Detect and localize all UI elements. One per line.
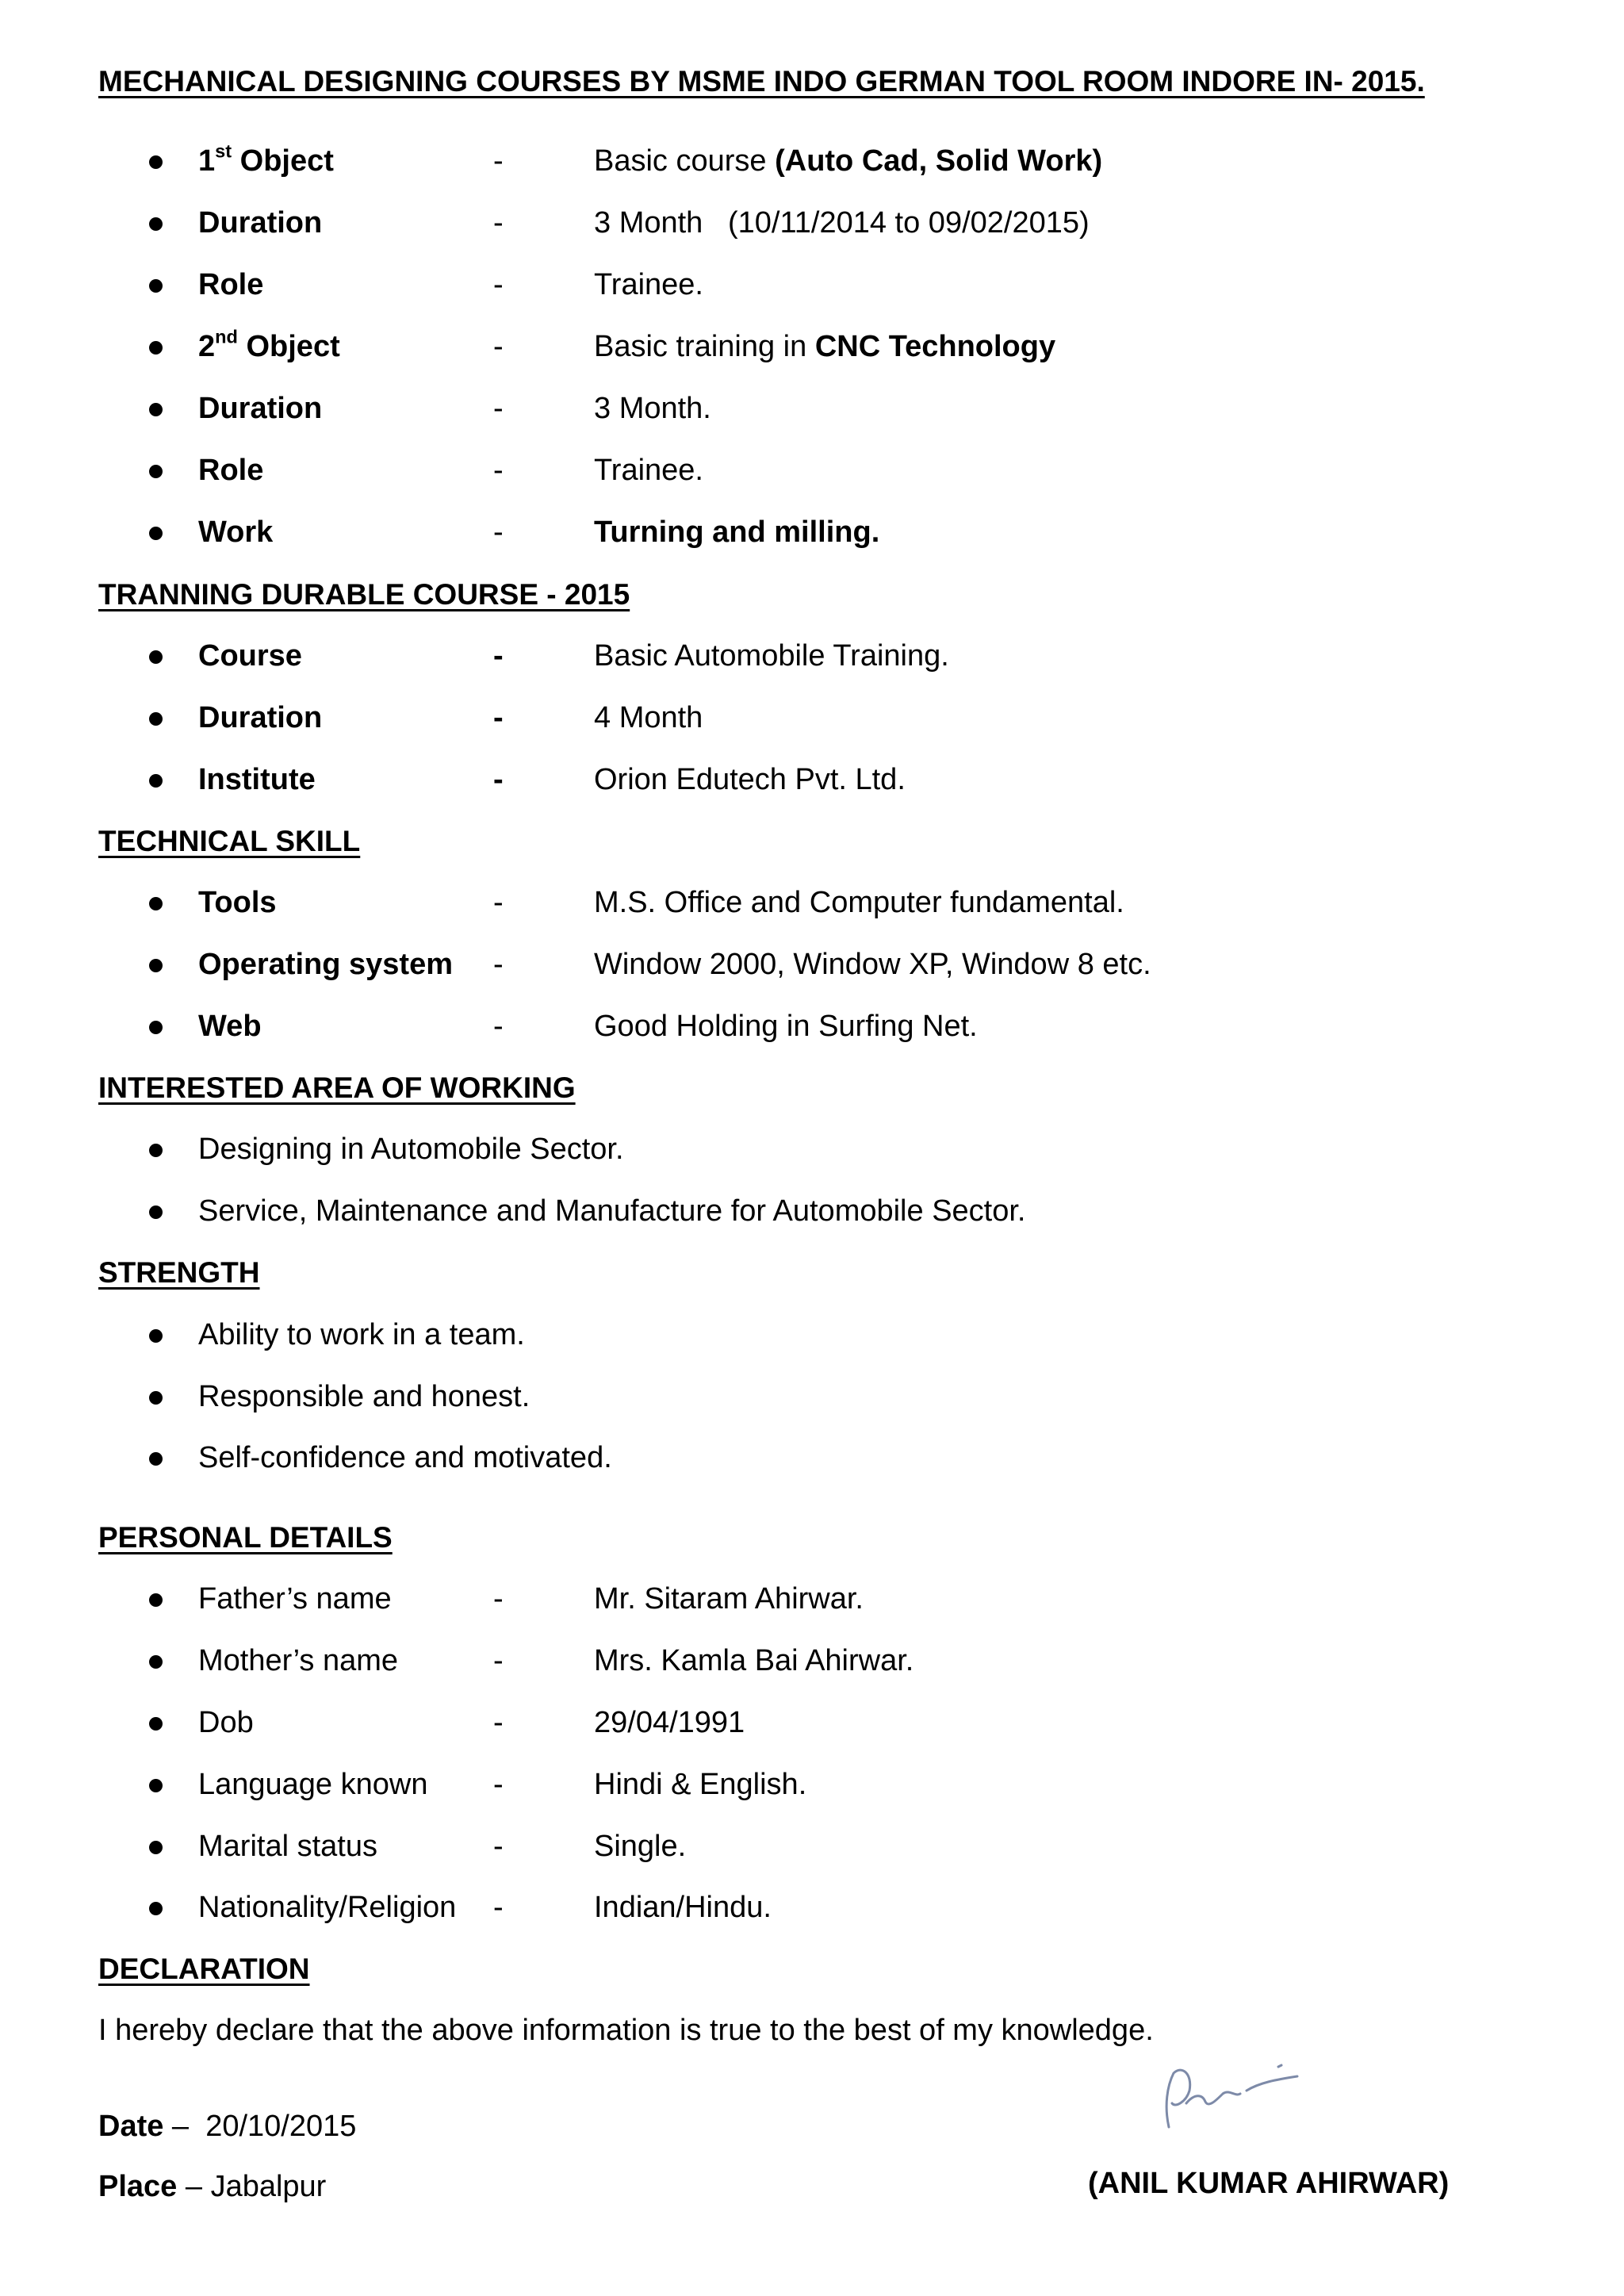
item-text: Self-confidence and motivated.: [198, 1441, 612, 1474]
list-item: [0, 454, 1624, 493]
bullet-icon: [149, 527, 163, 540]
row-dash: -: [493, 144, 504, 178]
bullet-icon: [149, 217, 163, 231]
list-item: [0, 140, 1624, 184]
row-value: Good Holding in Surfing Net.: [594, 1010, 978, 1043]
list-item: [0, 1768, 1624, 1807]
bullet-icon: [149, 1655, 163, 1669]
row-dash: -: [493, 763, 504, 796]
bullet-icon: [149, 341, 163, 355]
row-dash: -: [493, 1706, 504, 1739]
row-value: Trainee.: [594, 268, 703, 301]
row-label: Marital status: [198, 1830, 377, 1863]
bullet-icon: [149, 897, 163, 910]
row-label: Web: [198, 1010, 262, 1043]
row-value: Orion Edutech Pvt. Ltd.: [594, 763, 906, 796]
row-dash: -: [493, 206, 504, 240]
signature-image: [1158, 2062, 1316, 2133]
item-text: Responsible and honest.: [198, 1380, 530, 1413]
list-item: [0, 392, 1624, 431]
row-label: 1st Object: [198, 140, 334, 178]
place-line: Place – Jabalpur: [98, 2170, 327, 2203]
row-dash: -: [493, 639, 504, 673]
bullet-icon: [149, 712, 163, 726]
bullet-icon: [149, 1205, 163, 1219]
list-item: [0, 268, 1624, 308]
declaration-heading: DECLARATION: [98, 1953, 310, 1985]
row-value: Indian/Hindu.: [594, 1891, 772, 1924]
row-label: Language known: [198, 1768, 428, 1801]
row-label: Course: [198, 639, 302, 673]
row-dash: -: [493, 1582, 504, 1616]
list-item: [0, 1133, 1624, 1172]
row-value: Basic Automobile Training.: [594, 639, 949, 673]
bullet-icon: [149, 155, 163, 169]
row-dash: -: [493, 1768, 504, 1801]
date-line: Date – 20/10/2015: [98, 2110, 357, 2143]
row-value: Basic training in CNC Technology: [594, 330, 1056, 363]
bullet-icon: [149, 1779, 163, 1792]
bullet-icon: [149, 1021, 163, 1034]
row-label: Institute: [198, 763, 316, 796]
bullet-icon: [149, 1593, 163, 1607]
item-text: Designing in Automobile Sector.: [198, 1133, 624, 1166]
list-item: [0, 1644, 1624, 1684]
strength-heading: STRENGTH: [98, 1256, 260, 1289]
bullet-icon: [149, 1902, 163, 1915]
row-dash: -: [493, 1644, 504, 1677]
row-label: Work: [198, 516, 274, 549]
row-label: 2nd Object: [198, 326, 340, 363]
list-item: [0, 763, 1624, 803]
list-item: [0, 1830, 1624, 1869]
item-text: Ability to work in a team.: [198, 1318, 525, 1351]
bullet-icon: [149, 1391, 163, 1405]
row-value: 29/04/1991: [594, 1706, 745, 1739]
row-dash: -: [493, 516, 504, 549]
list-item: [0, 1706, 1624, 1746]
personal-heading: PERSONAL DETAILS: [98, 1521, 393, 1554]
list-item: [0, 206, 1624, 246]
row-value: Trainee.: [594, 454, 703, 487]
row-value: 3 Month.: [594, 392, 711, 425]
bullet-icon: [149, 774, 163, 788]
row-label: Duration: [198, 392, 323, 425]
item-text: Service, Maintenance and Manufacture for Automobile Sector.: [198, 1194, 1026, 1228]
list-item: [0, 1582, 1624, 1622]
list-item: [0, 326, 1624, 370]
list-item: [0, 1441, 1624, 1481]
row-label: Father’s name: [198, 1582, 392, 1616]
row-dash: -: [493, 268, 504, 301]
list-item: [0, 1194, 1624, 1234]
list-item: [0, 639, 1624, 679]
row-dash: -: [493, 1010, 504, 1043]
list-item: [0, 948, 1624, 987]
row-value: Window 2000, Window XP, Window 8 etc.: [594, 948, 1151, 981]
row-dash: -: [493, 1891, 504, 1924]
list-item: [0, 1891, 1624, 1930]
bullet-icon: [149, 650, 163, 664]
row-label: Operating system: [198, 948, 453, 981]
row-value: Turning and milling.: [594, 516, 880, 549]
bullet-icon: [149, 403, 163, 416]
bullet-icon: [149, 1452, 163, 1466]
row-value: Mrs. Kamla Bai Ahirwar.: [594, 1644, 914, 1677]
list-item: [0, 1380, 1624, 1420]
row-value: M.S. Office and Computer fundamental.: [594, 886, 1124, 919]
row-dash: -: [493, 886, 504, 919]
training-heading: TRANNING DURABLE COURSE - 2015: [98, 578, 630, 611]
declaration-text: I hereby declare that the above information is true to the best of my knowledge.: [98, 2014, 1154, 2047]
row-dash: -: [493, 330, 504, 363]
row-value: Mr. Sitaram Ahirwar.: [594, 1582, 864, 1616]
technical-heading: TECHNICAL SKILL: [98, 825, 361, 857]
bullet-icon: [149, 959, 163, 972]
row-value: Hindi & English.: [594, 1768, 807, 1801]
row-dash: -: [493, 454, 504, 487]
row-label: Tools: [198, 886, 277, 919]
row-value: Single.: [594, 1830, 687, 1863]
row-dash: -: [493, 1830, 504, 1863]
row-dash: -: [493, 392, 504, 425]
bullet-icon: [149, 279, 163, 293]
row-label: Role: [198, 268, 264, 301]
applicant-name: (ANIL KUMAR AHIRWAR): [1088, 2167, 1450, 2200]
list-item: [0, 701, 1624, 741]
list-item: [0, 1318, 1624, 1358]
list-item: [0, 886, 1624, 926]
row-label: Nationality/Religion: [198, 1891, 457, 1924]
bullet-icon: [149, 1841, 163, 1854]
row-value: 4 Month: [594, 701, 703, 734]
mechanical-heading: MECHANICAL DESIGNING COURSES BY MSME INDO GERMAN TOOL ROOM INDORE IN- 2015.: [98, 65, 1425, 98]
row-value: 3 Month (10/11/2014 to 09/02/2015): [594, 206, 1090, 240]
row-label: Mother’s name: [198, 1644, 399, 1677]
row-dash: -: [493, 701, 504, 734]
bullet-icon: [149, 1329, 163, 1343]
bullet-icon: [149, 1144, 163, 1157]
bullet-icon: [149, 1717, 163, 1731]
row-label: Duration: [198, 701, 323, 734]
row-label: Duration: [198, 206, 323, 240]
interested-heading: INTERESTED AREA OF WORKING: [98, 1071, 576, 1104]
row-label: Dob: [198, 1706, 254, 1739]
row-dash: -: [493, 948, 504, 981]
list-item: [0, 516, 1624, 555]
list-item: [0, 1010, 1624, 1049]
row-value: Basic course (Auto Cad, Solid Work): [594, 144, 1103, 178]
row-label: Role: [198, 454, 264, 487]
bullet-icon: [149, 465, 163, 478]
